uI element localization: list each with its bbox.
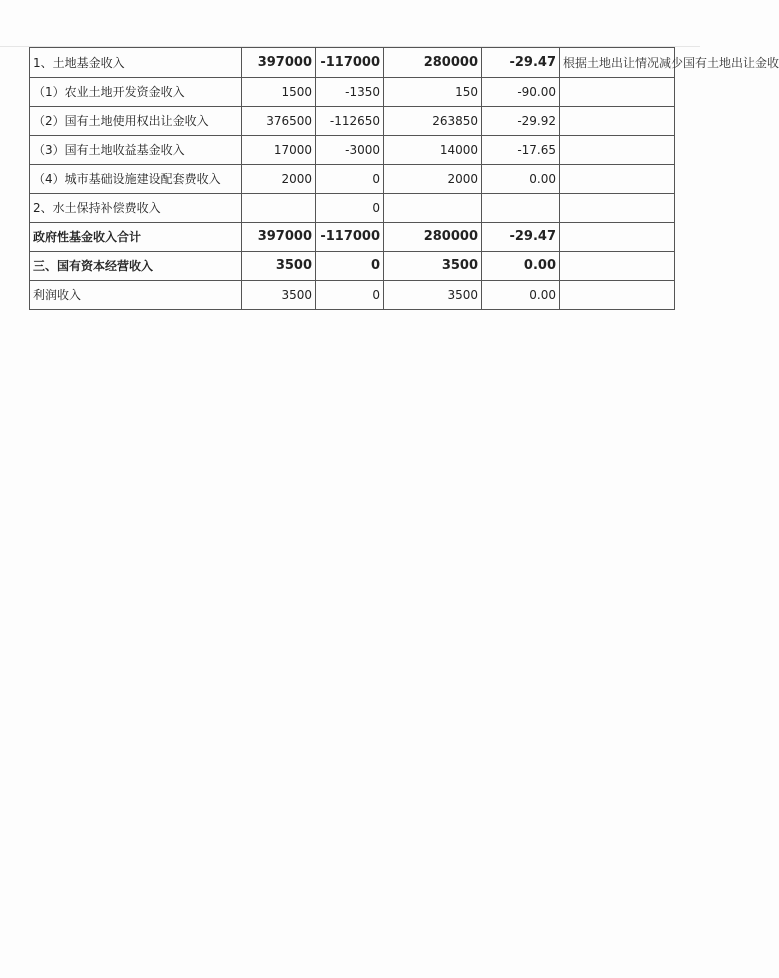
cell-value: 0 [316, 194, 384, 223]
row-label: 政府性基金收入合计 [30, 223, 242, 252]
table-row-subtotal [30, 223, 675, 252]
cell-value: 397000 [242, 48, 316, 78]
cell-value: 263850 [384, 107, 482, 136]
table-row [30, 281, 675, 310]
row-note [560, 281, 675, 310]
table-row [30, 136, 675, 165]
table-row [30, 48, 675, 78]
table-row-section [30, 252, 675, 281]
row-note [560, 252, 675, 281]
row-label: （3）国有土地收益基金收入 [30, 136, 242, 165]
row-label: （2）国有土地使用权出让金收入 [30, 107, 242, 136]
row-note [560, 107, 675, 136]
row-note: 根据土地出让情况减少国有土地出让金收 [560, 48, 675, 78]
cell-value: 376500 [242, 107, 316, 136]
cell-value: -117000 [316, 223, 384, 252]
table-row [30, 165, 675, 194]
cell-value: -90.00 [482, 78, 560, 107]
cell-value: 0.00 [482, 281, 560, 310]
row-label: 1、土地基金收入 [30, 48, 242, 78]
cell-value [242, 194, 316, 223]
table-row [30, 194, 675, 223]
cell-value [384, 194, 482, 223]
cell-value: 3500 [242, 252, 316, 281]
cell-value: -29.47 [482, 223, 560, 252]
cell-value: -29.47 [482, 48, 560, 78]
fund-revenue-table [29, 47, 779, 310]
cell-value: -29.92 [482, 107, 560, 136]
cell-value: 2000 [242, 165, 316, 194]
cell-value: 14000 [384, 136, 482, 165]
row-note [560, 136, 675, 165]
cell-value: 0.00 [482, 252, 560, 281]
cell-value: -3000 [316, 136, 384, 165]
cell-value: 1500 [242, 78, 316, 107]
cell-value: -117000 [316, 48, 384, 78]
cell-value: 3500 [242, 281, 316, 310]
cell-value: 2000 [384, 165, 482, 194]
row-label: 利润收入 [30, 281, 242, 310]
row-note [560, 165, 675, 194]
row-label: 2、水土保持补偿费收入 [30, 194, 242, 223]
cell-value: -1350 [316, 78, 384, 107]
cell-value: 0 [316, 252, 384, 281]
row-label: （4）城市基础设施建设配套费收入 [30, 165, 242, 194]
cell-value: 3500 [384, 252, 482, 281]
cell-value: 0 [316, 165, 384, 194]
row-label: （1）农业土地开发资金收入 [30, 78, 242, 107]
cell-value: -17.65 [482, 136, 560, 165]
cell-value: 17000 [242, 136, 316, 165]
row-note [560, 223, 675, 252]
cell-value: 397000 [242, 223, 316, 252]
cell-value: 0 [316, 281, 384, 310]
table-row [30, 107, 675, 136]
row-note [560, 78, 675, 107]
cell-value: 280000 [384, 223, 482, 252]
cell-value: 0.00 [482, 165, 560, 194]
cell-value: 3500 [384, 281, 482, 310]
row-label: 三、国有资本经营收入 [30, 252, 242, 281]
cell-value: 150 [384, 78, 482, 107]
cell-value: -112650 [316, 107, 384, 136]
cell-value [482, 194, 560, 223]
table-row [30, 78, 675, 107]
row-note [560, 194, 675, 223]
cell-value: 280000 [384, 48, 482, 78]
